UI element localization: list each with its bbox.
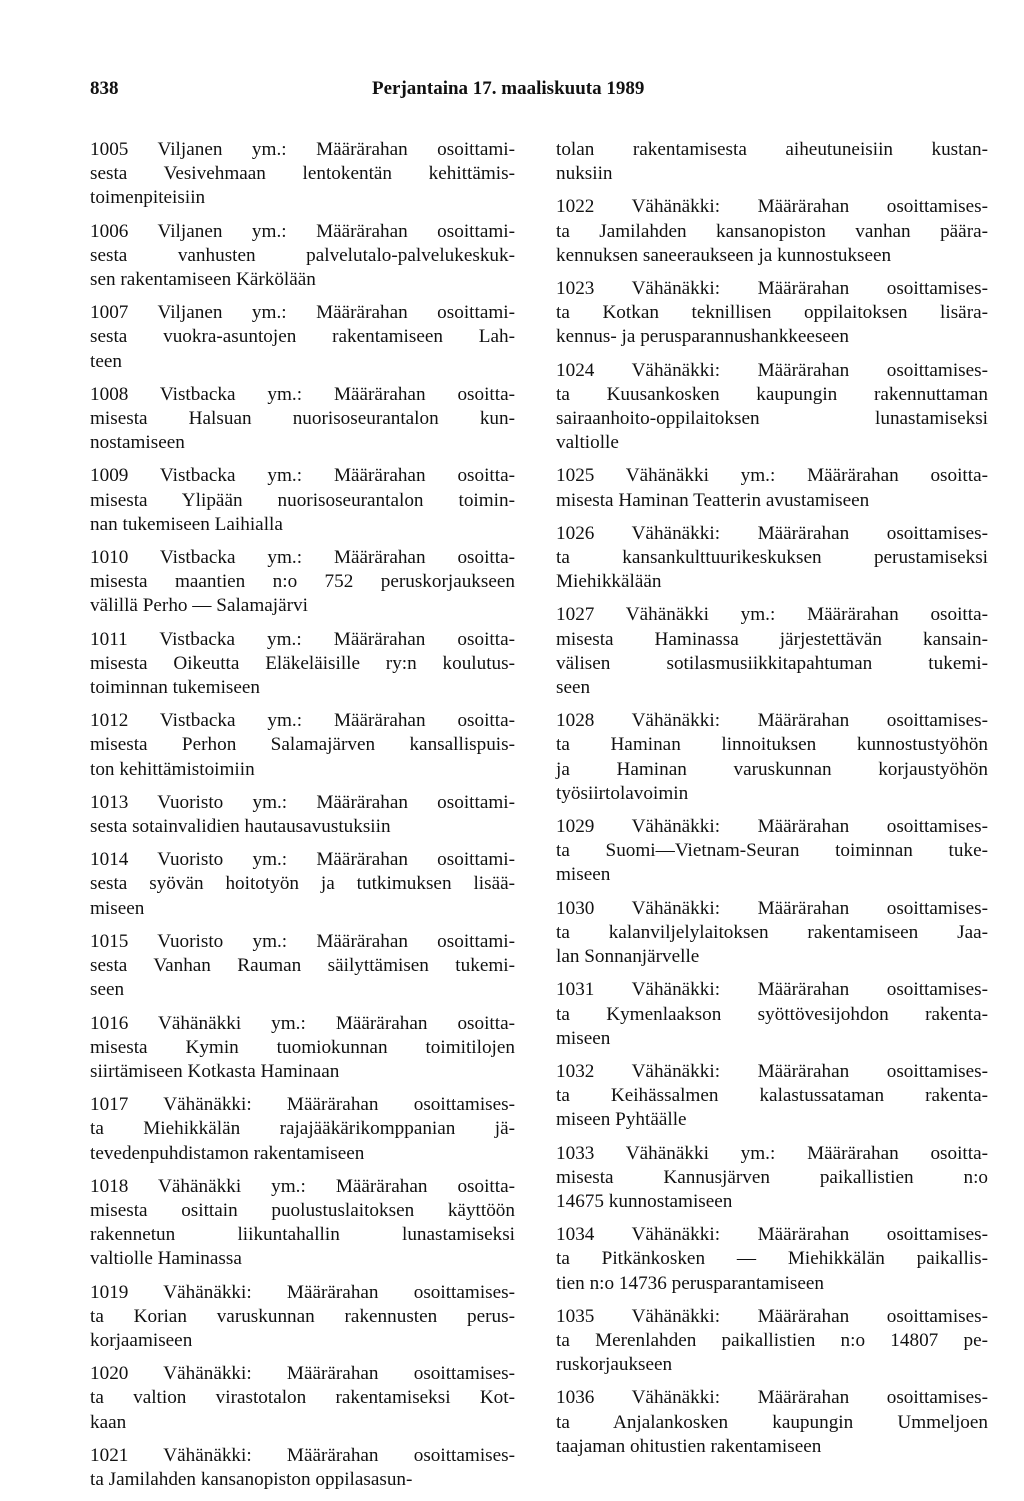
entry-line: ja Haminan varuskunnan korjaustyöhön: [556, 758, 988, 780]
entry-line: taajaman ohitustien rakentamiseen: [556, 1435, 822, 1457]
entry-line: ta kalanviljelylaitoksen rakentamiseen Jaa-: [556, 921, 988, 943]
motion-entry: [90, 1093, 515, 1166]
motion-entry: [90, 628, 515, 701]
entry-line: misesta Perhon Salamajärven kansallispuis-: [90, 734, 515, 756]
entry-line: ta Anjalankosken kaupungin Ummeljoen: [556, 1411, 988, 1433]
motion-entry: [556, 138, 988, 186]
entry-line: 1021 Vähänäkki: Määrärahan osoittamises-: [90, 1444, 515, 1466]
entry-line: 1019 Vähänäkki: Määrärahan osoittamises-: [90, 1281, 515, 1303]
motion-entry: [90, 383, 515, 456]
entry-line: ta valtion virastotalon rakentamiseksi Kot-: [90, 1387, 515, 1409]
entry-line: valtiolle: [556, 432, 619, 454]
entry-line: ta kansankulttuurikeskuksen perustamiseksi: [556, 547, 988, 569]
entry-line: misesta Kannusjärven paikallistien n:o: [556, 1166, 988, 1188]
entry-line: 1036 Vähänäkki: Määrärahan osoittamises-: [556, 1387, 988, 1409]
entry-line: nostamiseen: [90, 432, 185, 454]
motion-entry: [90, 138, 515, 211]
entry-line: valtiolle Haminassa: [90, 1248, 242, 1270]
entry-line: toiminnan tukemiseen: [90, 677, 260, 699]
entry-line: 1034 Vähänäkki: Määrärahan osoittamises-: [556, 1224, 988, 1246]
entry-line: ta Keihässalmen kalastussataman rakenta-: [556, 1085, 988, 1107]
entry-line: välillä Perho — Salamajärvi: [90, 595, 308, 617]
entry-line: kennuksen saneeraukseen ja kunnostukseen: [556, 244, 892, 266]
entry-line: ta Suomi—Vietnam-Seuran toiminnan tuke-: [556, 840, 988, 862]
entry-line: 1017 Vähänäkki: Määrärahan osoittamises-: [90, 1094, 515, 1116]
entry-line: seen: [90, 979, 125, 1001]
entry-line: 1007 Viljanen ym.: Määrärahan osoittami-: [90, 302, 515, 324]
entry-line: työsiirtolavoimin: [556, 782, 689, 804]
entry-line: 1018 Vähänäkki ym.: Määrärahan osoitta-: [90, 1175, 515, 1197]
entry-line: 1011 Vistbacka ym.: Määrärahan osoitta-: [90, 628, 515, 650]
entry-line: 1024 Vähänäkki: Määrärahan osoittamises-: [556, 359, 988, 381]
entry-line: ta Korian varuskunnan rakennusten perus-: [90, 1305, 515, 1327]
entry-line: ton kehittämistoimiin: [90, 758, 255, 780]
entry-line: misesta maantien n:o 752 peruskorjaukseen: [90, 571, 515, 593]
motion-entry: [556, 522, 988, 595]
motion-entry: [90, 1444, 515, 1492]
motion-entry: [556, 464, 988, 512]
motion-entry: [556, 978, 988, 1051]
motion-entry: [90, 1362, 515, 1435]
running-head: Perjantaina 17. maaliskuuta 1989: [372, 78, 645, 99]
entry-line: sesta sotainvalidien hautausavustuksiin: [90, 816, 391, 838]
entry-line: ruskorjaukseen: [556, 1354, 673, 1376]
entry-line: sesta Vesivehmaan lentokentän kehittämis-: [90, 163, 515, 185]
motion-entry: [90, 709, 515, 782]
entry-line: miseen: [90, 897, 145, 919]
page-header: [90, 78, 970, 102]
entry-line: misesta Kymin tuomiokunnan toimitilojen: [90, 1036, 515, 1058]
entry-line: misesta Haminan Teatterin avustamiseen: [556, 489, 870, 511]
entry-line: 1031 Vähänäkki: Määrärahan osoittamises-: [556, 979, 988, 1001]
entry-line: siirtämiseen Kotkasta Haminaan: [90, 1060, 340, 1082]
entry-line: ta Kotkan teknillisen oppilaitoksen lisära-: [556, 302, 988, 324]
entry-line: 1033 Vähänäkki ym.: Määrärahan osoitta-: [556, 1142, 988, 1164]
entry-line: 1010 Vistbacka ym.: Määrärahan osoitta-: [90, 547, 515, 569]
entry-line: välisen sotilasmusiikkitapahtuman tukemi-: [556, 652, 988, 674]
entry-line: korjaamiseen: [90, 1329, 193, 1351]
entry-line: nuksiin: [556, 163, 613, 185]
entry-line: lan Sonnanjärvelle: [556, 946, 700, 968]
motion-entry: [556, 603, 988, 700]
entry-line: 1030 Vähänäkki: Määrärahan osoittamises-: [556, 897, 988, 919]
entry-line: ta Kymenlaakson syöttövesijohdon rakenta-: [556, 1003, 988, 1025]
entry-line: miseen Pyhtäälle: [556, 1109, 687, 1131]
entry-line: nan tukemiseen Laihialla: [90, 513, 283, 535]
entry-line: 1014 Vuoristo ym.: Määrärahan osoittami-: [90, 849, 515, 871]
motion-entry: [90, 848, 515, 921]
entry-line: tolan rakentamisesta aiheutuneisiin kustan-: [556, 139, 988, 160]
entry-line: miseen: [556, 864, 611, 886]
entry-line: 1029 Vähänäkki: Määrärahan osoittamises-: [556, 816, 988, 838]
entry-line: 1009 Vistbacka ym.: Määrärahan osoitta-: [90, 465, 515, 487]
entry-line: ta Kuusankosken kaupungin rakennuttaman: [556, 383, 988, 405]
entry-line: seen: [556, 677, 591, 699]
entry-line: 1008 Vistbacka ym.: Määrärahan osoitta-: [90, 383, 515, 405]
entry-line: misesta Ylipään nuorisoseurantalon toimin-: [90, 489, 515, 511]
motion-entry: [90, 546, 515, 619]
entry-line: 1012 Vistbacka ym.: Määrärahan osoitta-: [90, 710, 515, 732]
entry-line: ta Jamilahden kansanopiston vanhan päära-: [556, 220, 988, 242]
entry-line: misesta Halsuan nuorisoseurantalon kun-: [90, 408, 515, 430]
entry-line: 1020 Vähänäkki: Määrärahan osoittamises-: [90, 1363, 515, 1385]
entry-line: 1026 Vähänäkki: Määrärahan osoittamises-: [556, 522, 988, 544]
entry-line: kennus- ja perusparannushankkeeseen: [556, 326, 850, 348]
entry-line: sesta vuokra-asuntojen rakentamiseen Lah-: [90, 326, 515, 348]
left-column: [90, 138, 515, 1501]
entry-line: tevedenpuhdistamon rakentamiseen: [90, 1142, 365, 1164]
entry-line: 1013 Vuoristo ym.: Määrärahan osoittami-: [90, 791, 515, 813]
entry-line: ta Pitkänkosken — Miehikkälän paikallis-: [556, 1248, 988, 1270]
motion-entry: [556, 1223, 988, 1296]
entry-line: sesta syövän hoitotyön ja tutkimuksen lisää-: [90, 873, 515, 895]
motion-entry: [556, 1060, 988, 1133]
entry-line: 1023 Vähänäkki: Määrärahan osoittamises-: [556, 278, 988, 300]
motion-entry: [90, 464, 515, 537]
entry-line: Miehikkälään: [556, 571, 662, 593]
entry-line: 1025 Vähänäkki ym.: Määrärahan osoitta-: [556, 465, 988, 487]
entry-line: sen rakentamiseen Kärkölään: [90, 269, 316, 291]
motion-entry: [90, 930, 515, 1003]
entry-line: ta Merenlahden paikallistien n:o 14807 pe-: [556, 1329, 988, 1351]
entry-line: 1006 Viljanen ym.: Määrärahan osoittami-: [90, 220, 515, 242]
right-column: [556, 138, 988, 1468]
entry-line: toimenpiteisiin: [90, 187, 206, 209]
entry-line: sesta Vanhan Rauman säilyttämisen tukemi-: [90, 955, 515, 977]
entry-line: misesta Haminassa järjestettävän kansain-: [556, 628, 988, 650]
motion-entry: [556, 1142, 988, 1215]
entry-line: ta Jamilahden kansanopiston oppilasasun-: [90, 1468, 413, 1490]
motion-entry: [90, 1012, 515, 1085]
motion-entry: [90, 1175, 515, 1272]
entry-line: 1015 Vuoristo ym.: Määrärahan osoittami-: [90, 930, 515, 952]
entry-line: rakennetun liikuntahallin lunastamiseksi: [90, 1224, 515, 1246]
entry-line: teen: [90, 350, 122, 372]
entry-line: tien n:o 14736 perusparantamiseen: [556, 1272, 825, 1294]
entry-line: sesta vanhusten palvelutalo-palvelukeskuk-: [90, 244, 515, 266]
entry-line: 1035 Vähänäkki: Määrärahan osoittamises-: [556, 1305, 988, 1327]
motion-entry: [556, 359, 988, 456]
entry-line: ta Haminan linnoituksen kunnostustyöhön: [556, 734, 988, 756]
motion-entry: [90, 791, 515, 839]
entry-line: misesta Oikeutta Eläkeläisille ry:n koulutus-: [90, 652, 515, 674]
entry-line: 1016 Vähänäkki ym.: Määrärahan osoitta-: [90, 1012, 515, 1034]
motion-entry: [556, 277, 988, 350]
entry-line: 1027 Vähänäkki ym.: Määrärahan osoitta-: [556, 604, 988, 626]
motion-entry: [556, 1386, 988, 1459]
motion-entry: [556, 195, 988, 268]
motion-entry: [556, 897, 988, 970]
entry-line: misesta osittain puolustuslaitoksen käyttöön: [90, 1199, 515, 1221]
motion-entry: [90, 301, 515, 374]
motion-entry: [556, 1305, 988, 1378]
entry-line: 1022 Vähänäkki: Määrärahan osoittamises-: [556, 196, 988, 218]
entry-line: 1005 Viljanen ym.: Määrärahan osoittami-: [90, 139, 515, 160]
entry-line: kaan: [90, 1411, 127, 1433]
entry-line: 14675 kunnostamiseen: [556, 1190, 733, 1212]
entry-line: 1032 Vähänäkki: Määrärahan osoittamises-: [556, 1060, 988, 1082]
entry-line: ta Miehikkälän rajajääkärikomppanian jä-: [90, 1118, 515, 1140]
entry-line: miseen: [556, 1027, 611, 1049]
entry-line: 1028 Vähänäkki: Määrärahan osoittamises-: [556, 710, 988, 732]
motion-entry: [90, 220, 515, 293]
motion-entry: [556, 815, 988, 888]
entry-line: sairaanhoito-oppilaitoksen lunastamiseksi: [556, 408, 988, 430]
page-number: 838: [90, 78, 119, 99]
motion-entry: [556, 709, 988, 806]
motion-entry: [90, 1281, 515, 1354]
